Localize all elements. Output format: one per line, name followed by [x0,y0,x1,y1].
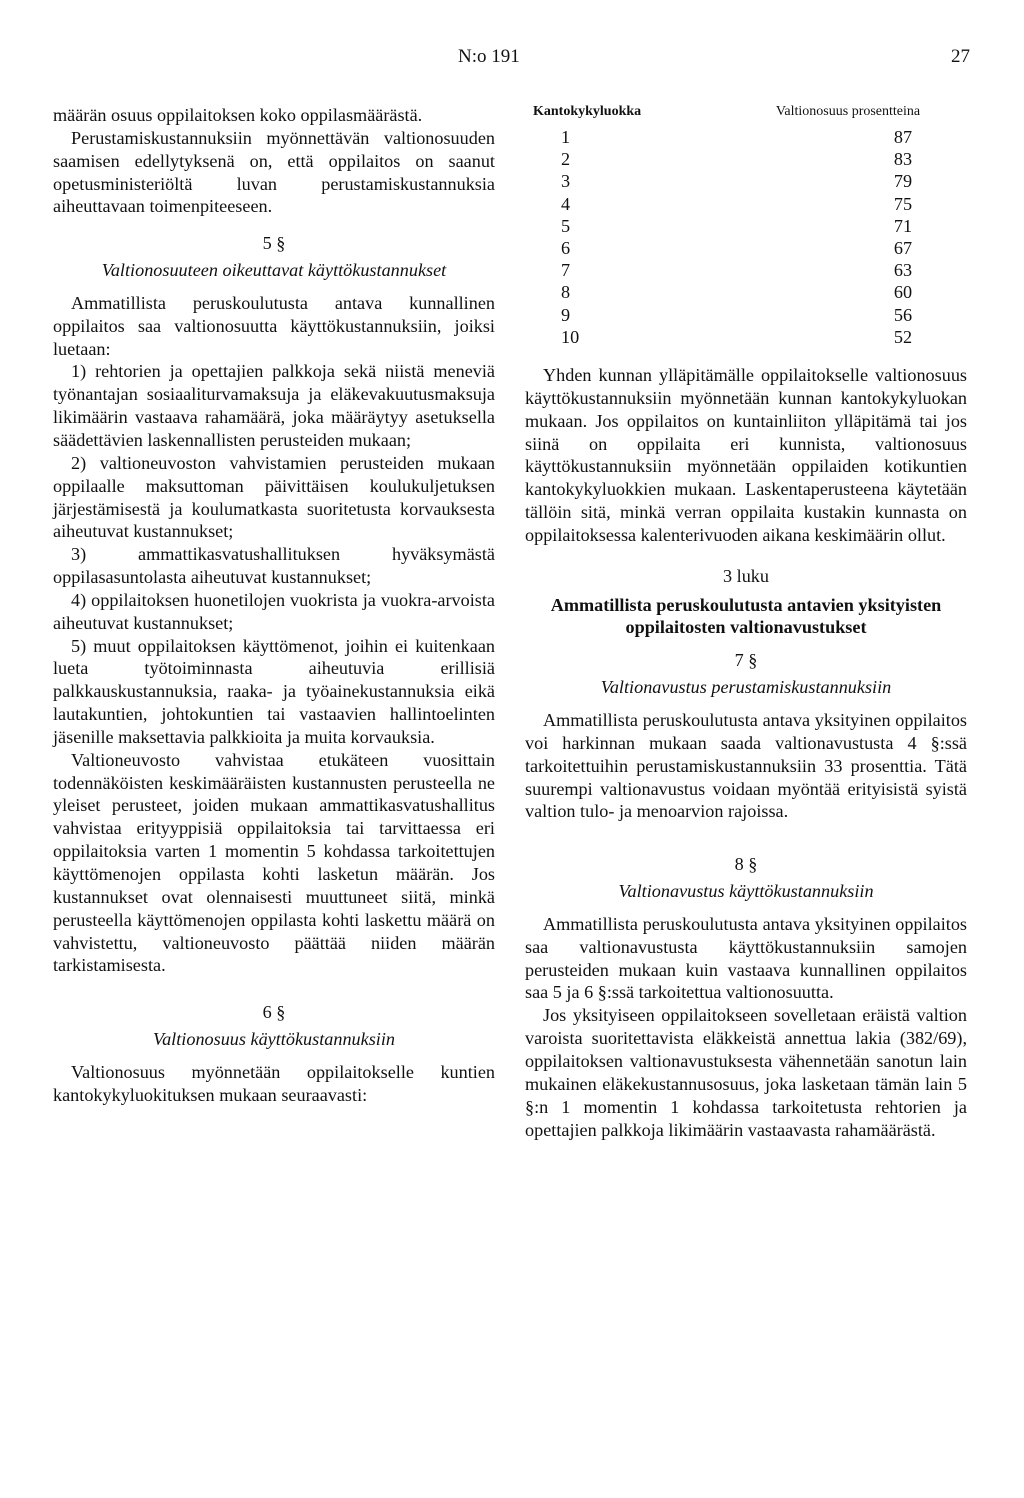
table-cell: 3 [561,171,571,192]
table-cell: 56 [893,304,913,325]
table-cell: 2 [561,149,571,170]
table-row [533,281,953,303]
table-row [533,215,953,237]
table-cell: 1 [561,127,571,147]
section-title: Valtionavustus käyttökustannuksiin [618,881,874,902]
table-header-class: Kantokykyluokka [533,104,642,119]
section-title: Valtionavustus perustamiskustannuksiin [600,677,892,698]
list-item: 5) muut oppilaitoksen käyttömenot, joihin ei kuitenkaan lueta työtoiminnasta aiheutuvia erillisiä palkkauskustannuksia, raaka- ja työainekustannuksia eikä lautakuntien, johtokuntien tai vastaavien hallintoelinten jäsenille maksettavia palkkioita ja muita korvauksia. [53,635,495,747]
list-item: 3) ammattikasvatushallituksen hyväksymästä oppilasasuntolasta aiheutuvat kustannukset; [53,544,495,588]
table-cell: 75 [893,193,913,214]
chapter-title: Ammatillista peruskoulutusta antavien yksityisten oppilaitosten valtionavustukset [550,594,942,638]
table-cell: 67 [893,238,913,259]
table-cell: 7 [561,260,571,281]
table-cell: 71 [893,215,913,236]
table-cell: 79 [893,171,913,192]
paragraph: määrän osuus oppilaitoksen koko oppilasmäärästä. [53,105,423,125]
table-cell: 52 [893,326,913,347]
table-cell: 6 [561,238,571,259]
list-item: 2) valtioneuvoston vahvistamien perusteiden mukaan oppilaalle maksuttoman päivittäisen koulukuljetuksen järjestämisestä ja koulumatkasta suoritetusta korvauksesta aiheutuvat kustannukset; [53,452,495,542]
paragraph: Ammatillista peruskoulutusta antava yksityinen oppilaitos voi harkinnan mukaan saada valtionavustusta 4 §:ssä tarkoitettuihin perustamiskustannuksiin 33 prosenttia. Tätä suurempi valtionavustus voidaan myöntää erityisistä syistä valtion tulo- ja menoarvion rajoissa. [525,710,967,822]
section-heading: 6 § [262,1002,286,1023]
table-row [533,193,953,215]
paragraph: Ammatillista peruskoulutusta antava kunnallinen oppilaitos saa valtionosuutta käyttökustannuksiin, joiksi luetaan: [53,292,495,359]
right-column [525,104,967,1141]
table-row [533,126,953,148]
page-header [0,46,1024,76]
table-cell: 5 [561,215,571,236]
table-cell: 87 [893,127,913,147]
paragraph: Ammatillista peruskoulutusta antava yksityinen oppilaitos saa valtionavustusta käyttökustannuksiin samojen perusteiden mukaan kuin vastaava kunnallinen oppilaitos saa 5 ja 6 §:ssä tarkoitettua valtionosuutta. [525,913,967,1003]
table-cell: 60 [893,282,913,303]
paragraph: Jos yksityiseen oppilaitokseen sovelletaan eräistä valtion varoista suoritettavista eläkkeistä annettua lakia (382/69), oppilaitoksen valtionavustuksesta vähennetään sanotun lain mukainen eläkekustannusosuus, joka lasketaan tämän lain 5 §:n 1 momentin 1 kohdassa tarkoitetusta rehtorien ja opettajien palkkoja likimäärin vastaavasta rahamäärästä. [525,1005,967,1140]
table-row [533,259,953,281]
table-row [533,170,953,192]
table-cell: 4 [561,193,571,214]
table-cell: 8 [561,282,571,303]
section-heading: 7 § [734,650,758,671]
table-row [533,326,953,348]
paragraph: Yhden kunnan ylläpitämälle oppilaitokselle valtionosuus käyttökustannuksiin myönnetään kunnan kantokykyluokan mukaan. Jos oppilaitos on kuntainliiton ylläpitämä tai jos siinä on oppilaita eri kunnista, valtionosuus käyttökustannuksiin myönnetään oppilaiden kotikuntien kantokykyluokkien mukaan. Laskentaperusteena käytetään tällöin sitä, minkä verran oppilaita kustakin kunnasta on oppilaitoksessa kalenterivuoden aikana keskimäärin ollut. [525,365,967,545]
list-item: 1) rehtorien ja opettajien palkkoja sekä niistä meneviä työnantajan sosiaaliturvamaksuja ja eläkevakuutusmaksuja likimäärin vastaava rahamäärä, joka määräytyy asetuksella säädettävien laskennallisten perusteiden mukaan; [53,361,495,450]
list-item: 4) oppilaitoksen huonetilojen vuokrista ja vuokra-arvoista aiheutuvat kustannukset; [53,589,495,633]
table-cell: 9 [561,304,571,325]
section-heading: 5 § [262,233,286,254]
chapter-heading: 3 luku [723,565,769,586]
paragraph: Valtioneuvosto vahvistaa etukäteen vuosittain todennäköisten keskimääräisten kustannusten perusteella ne yleiset perusteet, joiden mukaan ammattikasvatushallitus vahvistaa erityyppisiä oppilaitoksia tai tarvittaessa eri oppilaitoksia varten 1 momentin 5 kohdassa tarkoitettujen käyttömenojen oppilasta kohti lasketun määrän. Jos kustannukset ovat olennaisesti muuttuneet siitä, minkä perusteella käyttömenojen oppilasta kohti laskettu määrä on vahvistettu, valtioneuvosto päättää niiden määrän tarkistamisesta. [53,749,495,976]
table-row [533,148,953,170]
table-cell: 63 [893,260,913,281]
section-title: Valtionosuus käyttökustannuksiin [153,1029,395,1050]
table-cell: 10 [561,326,580,347]
section-heading: 8 § [734,854,758,875]
table-cell: 83 [893,149,913,170]
page-number: 27 [951,46,970,67]
table-header-percent: Valtionosuus prosentteina [775,104,921,119]
paragraph: Perustamiskustannuksiin myönnettävän valtionosuuden saamisen edellytyksenä on, että oppilaitos on saanut opetusministeriöltä luvan perustamiskustannuksia aiheuttavaan toimenpiteeseen. [53,127,495,217]
section-title: Valtionosuuteen oikeuttavat käyttökustannukset [101,260,447,281]
left-column [53,104,495,1107]
document-number: N:o 191 [458,46,520,67]
paragraph: Valtionosuus myönnetään oppilaitokselle kuntien kantokykyluokituksen mukaan seuraavasti: [53,1061,495,1105]
table-row [533,304,953,326]
state-share-table [533,104,953,348]
table-row [533,237,953,259]
